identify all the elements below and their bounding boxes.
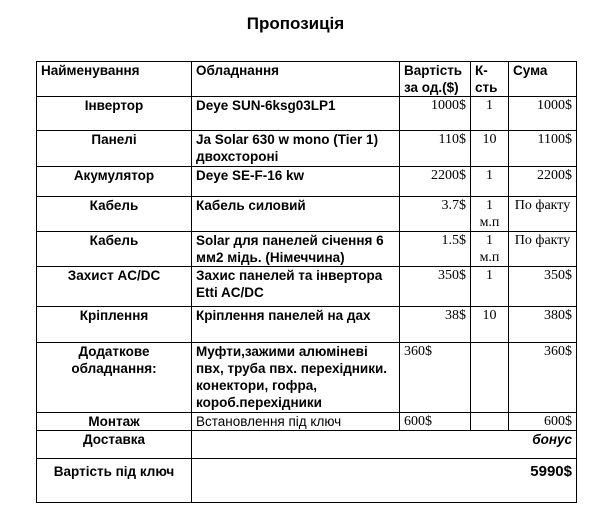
item-equipment: Встановлення під ключ: [192, 413, 400, 431]
item-sum: 1100$: [509, 131, 577, 167]
item-equipment: Deye SUN-6ksg03LP1: [192, 97, 400, 131]
item-sum: 380$: [509, 307, 577, 343]
item-price: 38$: [400, 307, 471, 343]
item-qty: [471, 413, 509, 431]
item-sum: 600$: [509, 413, 577, 431]
item-name: Панелі: [37, 131, 192, 167]
item-qty: 1 м.п: [471, 232, 509, 267]
item-qty: 1: [471, 267, 509, 307]
item-equipment: Кабель силовий: [192, 197, 400, 232]
item-name: Кабель: [37, 197, 192, 232]
table-row: [37, 197, 577, 232]
delivery-label: Доставка: [37, 431, 192, 459]
delivery-row: [37, 431, 577, 459]
item-name: Кабель: [37, 232, 192, 267]
table-row: [37, 232, 577, 267]
header-qty: К-сть: [471, 62, 509, 97]
item-name: Інвертор: [37, 97, 192, 131]
item-sum: 350$: [509, 267, 577, 307]
item-sum: 1000$: [509, 97, 577, 131]
total-value: 5990$: [192, 459, 577, 503]
item-sum: По факту: [509, 232, 577, 267]
page-title: Пропозиція: [246, 14, 345, 33]
item-price: 1000$: [400, 97, 471, 131]
item-qty: 1: [471, 97, 509, 131]
item-price: 600$: [400, 413, 471, 431]
item-name: Додаткове обладнання:: [37, 343, 192, 413]
header-sum: Сума: [509, 62, 577, 97]
item-qty: 1: [471, 167, 509, 197]
table-row: [37, 267, 577, 307]
item-sum: 2200$: [509, 167, 577, 197]
item-qty: 10: [471, 307, 509, 343]
item-price: 350$: [400, 267, 471, 307]
item-sum: 360$: [509, 343, 577, 413]
item-price: 3.7$: [400, 197, 471, 232]
total-label: Вартість під ключ: [37, 459, 192, 503]
item-name: Кріплення: [37, 307, 192, 343]
item-name: Акумулятор: [37, 167, 192, 197]
item-price: 1.5$: [400, 232, 471, 267]
header-equipment: Обладнання: [192, 62, 400, 97]
table-row: [37, 343, 577, 413]
item-price: 110$: [400, 131, 471, 167]
item-price: 2200$: [400, 167, 471, 197]
item-price: 360$: [400, 343, 471, 413]
total-row: [37, 459, 577, 503]
item-sum: По факту: [509, 197, 577, 232]
item-name: Захист AC/DC: [37, 267, 192, 307]
table-row: [37, 413, 577, 431]
item-equipment: Solar для панелей січення 6 мм2 мідь. (Німеччина): [192, 232, 400, 267]
item-name: Монтаж: [37, 413, 192, 431]
item-equipment: Захис панелей та інвертора Etti AC/DC: [192, 267, 400, 307]
table-row: [37, 97, 577, 131]
item-qty: [471, 343, 509, 413]
table-header-row: [37, 62, 577, 97]
item-qty: 10: [471, 131, 509, 167]
proposal-table: [36, 61, 577, 503]
table-row: [37, 167, 577, 197]
header-price: Вартість за од.($): [400, 62, 471, 97]
header-name: Найменування: [37, 62, 192, 97]
table-row: [37, 307, 577, 343]
item-equipment: Муфти,зажими алюміневі пвх, труба пвх. перехідники. конектори, гофра, короб.перехідники: [192, 343, 400, 413]
item-equipment: Ja Solar 630 w mono (Tier 1) двохстороні: [192, 131, 400, 167]
item-qty: 1 м.п: [471, 197, 509, 232]
item-equipment: Кріплення панелей на дах: [192, 307, 400, 343]
item-equipment: Deye SE-F-16 kw: [192, 167, 400, 197]
delivery-value: бонус: [192, 431, 577, 459]
table-row: [37, 131, 577, 167]
